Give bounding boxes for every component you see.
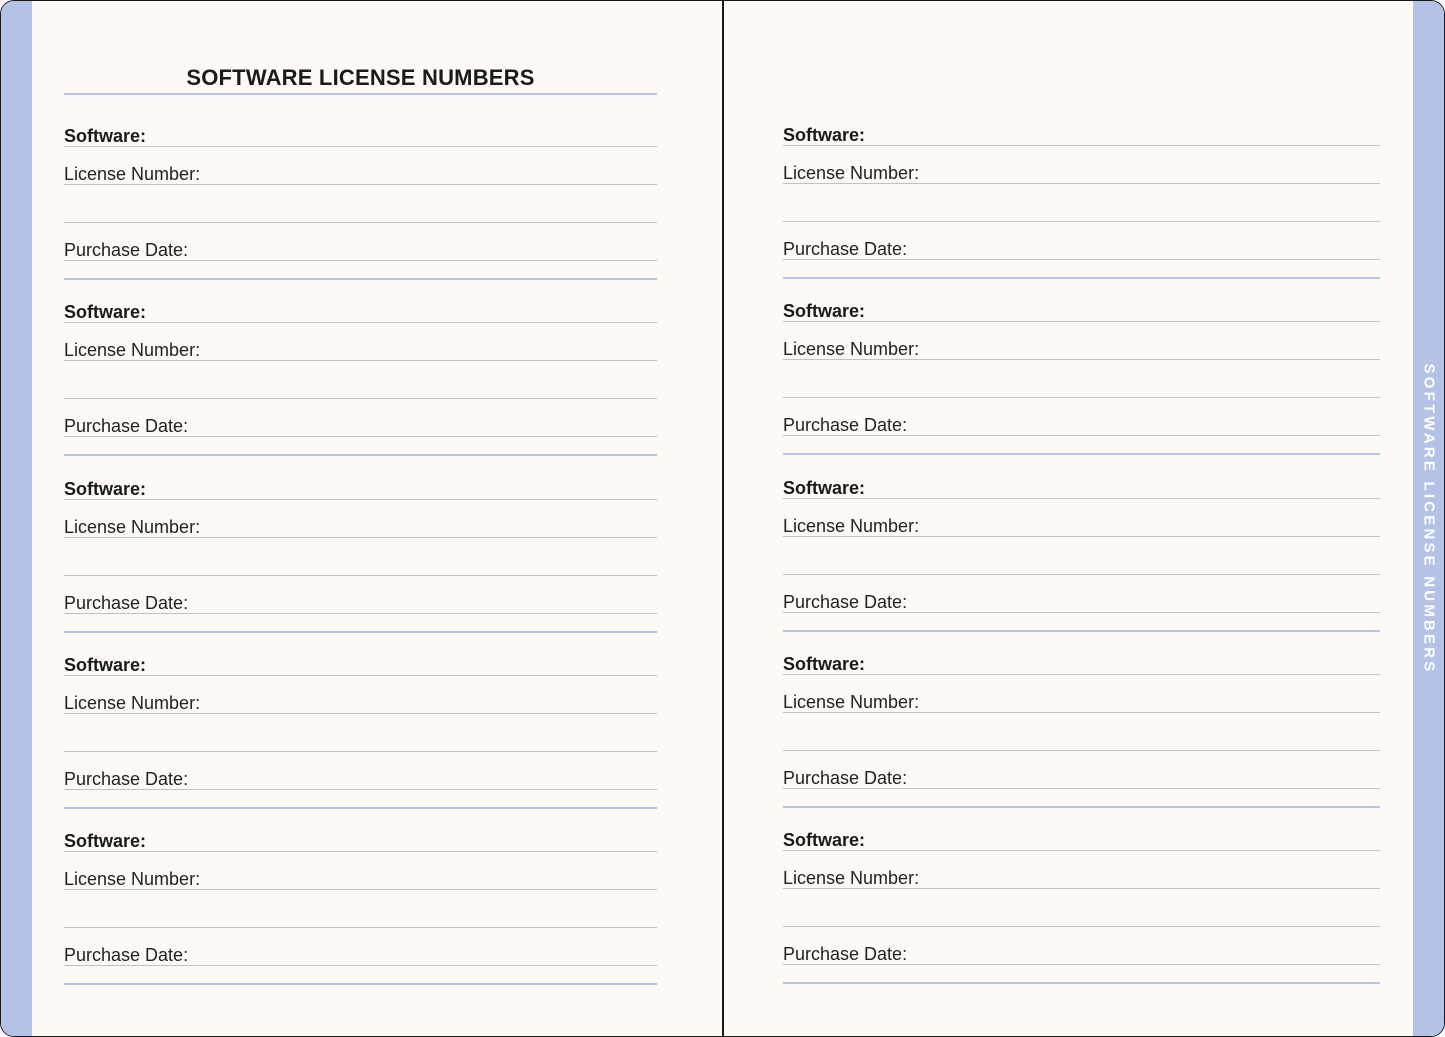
software-label: Software: xyxy=(783,653,866,674)
license-number-field[interactable] xyxy=(64,340,657,361)
purchase-date-label: Purchase Date: xyxy=(64,768,189,789)
purchase-date-field[interactable] xyxy=(64,240,657,261)
page-title: SOFTWARE LICENSE NUMBERS xyxy=(186,65,535,90)
license-number-label: License Number: xyxy=(64,340,201,361)
license-number-field[interactable] xyxy=(64,693,657,714)
license-number-label: License Number: xyxy=(783,163,920,183)
purchase-date-field[interactable] xyxy=(64,945,657,966)
software-label: Software: xyxy=(64,302,147,323)
left-cover-band xyxy=(1,1,32,1036)
software-label: Software: xyxy=(64,478,147,499)
left-page xyxy=(64,1,657,1036)
purchase-date-label: Purchase Date: xyxy=(783,767,908,788)
license-entry xyxy=(64,119,657,295)
purchase-date-field[interactable] xyxy=(783,768,1380,789)
license-number-continuation[interactable] xyxy=(783,906,1380,927)
purchase-date-label: Purchase Date: xyxy=(783,415,908,436)
license-number-field[interactable] xyxy=(783,339,1380,360)
license-number-continuation[interactable] xyxy=(783,554,1380,575)
purchase-date-label: Purchase Date: xyxy=(783,591,908,612)
software-field[interactable] xyxy=(783,478,1380,499)
license-entry xyxy=(783,118,1380,294)
purchase-date-field[interactable] xyxy=(783,415,1380,436)
license-number-label: License Number: xyxy=(783,868,920,889)
software-field[interactable] xyxy=(783,125,1380,146)
license-number-label: License Number: xyxy=(783,339,920,360)
purchase-date-field[interactable] xyxy=(64,769,657,790)
license-number-label: License Number: xyxy=(64,516,201,537)
purchase-date-label: Purchase Date: xyxy=(64,416,189,437)
license-entry xyxy=(64,648,657,824)
software-label: Software: xyxy=(783,301,866,322)
license-number-field[interactable] xyxy=(64,164,657,185)
purchase-date-label: Purchase Date: xyxy=(64,240,189,260)
license-number-label: License Number: xyxy=(783,515,920,536)
purchase-date-label: Purchase Date: xyxy=(64,945,189,966)
license-number-field[interactable] xyxy=(783,163,1380,184)
section-tab-label: SOFTWARE LICENSE NUMBERS xyxy=(1420,363,1437,675)
license-number-field[interactable] xyxy=(783,692,1380,713)
license-number-continuation[interactable] xyxy=(783,730,1380,751)
software-label: Software: xyxy=(64,654,147,675)
license-number-field[interactable] xyxy=(783,868,1380,889)
software-field[interactable] xyxy=(783,830,1380,851)
purchase-date-label: Purchase Date: xyxy=(783,239,908,259)
software-field[interactable] xyxy=(64,126,657,147)
software-label: Software: xyxy=(64,831,147,852)
entry-separator xyxy=(64,983,657,985)
license-number-continuation[interactable] xyxy=(64,731,657,752)
entry-separator xyxy=(64,454,657,456)
license-entry xyxy=(783,647,1380,823)
software-field[interactable] xyxy=(64,302,657,323)
software-field[interactable] xyxy=(64,479,657,500)
license-entry xyxy=(64,295,657,471)
right-page xyxy=(783,1,1380,1036)
license-number-label: License Number: xyxy=(64,164,201,184)
software-label: Software: xyxy=(783,477,866,498)
license-number-label: License Number: xyxy=(64,869,201,890)
purchase-date-label: Purchase Date: xyxy=(64,592,189,613)
license-number-continuation[interactable] xyxy=(64,555,657,576)
entry-separator xyxy=(783,277,1380,279)
purchase-date-field[interactable] xyxy=(783,239,1380,260)
purchase-date-field[interactable] xyxy=(783,592,1380,613)
book-spine xyxy=(722,1,724,1036)
entry-separator xyxy=(64,807,657,809)
software-label: Software: xyxy=(64,126,147,146)
license-number-field[interactable] xyxy=(783,516,1380,537)
entry-separator xyxy=(64,278,657,280)
license-entry xyxy=(783,823,1380,999)
software-label: Software: xyxy=(783,830,866,851)
license-number-label: License Number: xyxy=(783,691,920,712)
license-number-field[interactable] xyxy=(64,869,657,890)
software-field[interactable] xyxy=(64,655,657,676)
software-label: Software: xyxy=(783,125,866,145)
entry-separator xyxy=(783,982,1380,984)
entry-separator xyxy=(64,631,657,633)
license-number-label: License Number: xyxy=(64,692,201,713)
license-number-continuation[interactable] xyxy=(783,377,1380,398)
software-field[interactable] xyxy=(64,831,657,852)
license-number-continuation[interactable] xyxy=(64,202,657,223)
license-entry xyxy=(783,471,1380,647)
license-entry xyxy=(783,294,1380,470)
purchase-date-field[interactable] xyxy=(64,593,657,614)
section-tab[interactable] xyxy=(1413,1,1444,1036)
entry-separator xyxy=(783,630,1380,632)
entry-separator xyxy=(783,453,1380,455)
entry-separator xyxy=(783,806,1380,808)
license-number-continuation[interactable] xyxy=(783,201,1380,222)
software-field[interactable] xyxy=(783,654,1380,675)
purchase-date-label: Purchase Date: xyxy=(783,944,908,965)
purchase-date-field[interactable] xyxy=(64,416,657,437)
license-number-continuation[interactable] xyxy=(64,907,657,928)
purchase-date-field[interactable] xyxy=(783,944,1380,965)
license-entry xyxy=(64,824,657,1000)
license-entry xyxy=(64,472,657,648)
license-number-continuation[interactable] xyxy=(64,378,657,399)
title-rule xyxy=(64,93,657,95)
software-field[interactable] xyxy=(783,301,1380,322)
license-number-field[interactable] xyxy=(64,517,657,538)
